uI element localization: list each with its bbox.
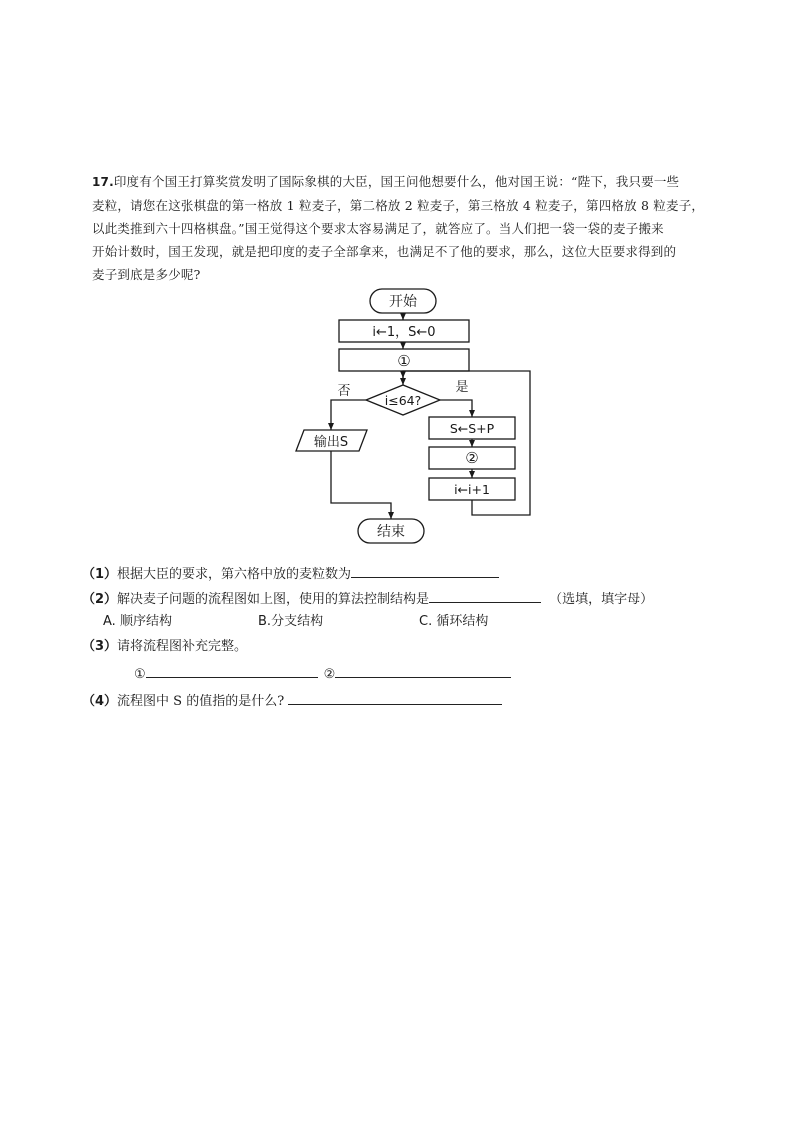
no-label: 否 <box>337 384 351 399</box>
question-4: （4）流程图中 S 的值指的是什么? <box>82 690 502 712</box>
option-c: C. 循环结构 <box>419 614 489 629</box>
init-label: i←1，S←0 <box>372 325 436 340</box>
problem-line-4: 开始计数时，国王发现，就是把印度的麦子全部拿来，也满足不了他的要求，那么，这位大臣要求得到的 <box>92 244 677 259</box>
answer-blank-3a[interactable] <box>146 663 318 678</box>
condition-label: i≤64? <box>384 393 422 408</box>
option-a: A. 顺序结构 <box>103 614 172 629</box>
output-label: 输出S <box>313 435 349 450</box>
problem-line-2: 麦粒，请您在这张棋盘的第一格放 1 粒麦子，第二格放 2 粒麦子，第三格放 4 粒麦子，第四格放 8 粒麦子， <box>92 198 705 213</box>
question-2: （2）解决麦子问题的流程图如上图，使用的算法控制结构是 （选填，填字母） <box>82 588 653 610</box>
blank2-label: ② <box>465 449 479 467</box>
blank-marker-1: ① <box>134 667 146 682</box>
flowchart <box>290 285 550 550</box>
answer-blank-4[interactable] <box>288 690 502 705</box>
answer-blank-3b[interactable] <box>335 663 511 678</box>
problem-number: 17. <box>92 175 114 189</box>
blank1-label: ① <box>397 352 411 370</box>
blank-marker-2: ② <box>323 667 336 682</box>
accumulate-label: S←S+P <box>449 421 495 436</box>
question-1: （1）根据大臣的要求，第六格中放的麦粒数为 <box>82 563 499 585</box>
problem-statement <box>92 170 732 286</box>
start-label: 开始 <box>389 294 417 310</box>
increment-label: i←i+1 <box>454 482 490 497</box>
answer-blank-2[interactable] <box>429 588 541 603</box>
yes-label: 是 <box>455 380 469 395</box>
question-3-blanks <box>134 663 511 685</box>
problem-line-1: 17.印度有个国王打算奖赏发明了国际象棋的大臣，国王问他想要什么，他对国王说：“陛下，我只要一些 <box>92 174 680 189</box>
option-b: B.分支结构 <box>258 614 324 629</box>
problem-line-3: 以此类推到六十四格棋盘。”国王觉得这个要求太容易满足了，就答应了。当人们把一袋一袋的麦子搬来 <box>92 221 664 236</box>
question-3: （3）请将流程图补充完整。 <box>82 639 248 654</box>
answer-blank-1[interactable] <box>351 563 499 578</box>
problem-line-5: 麦子到底是多少呢? <box>92 267 201 282</box>
end-label: 结束 <box>377 524 405 540</box>
